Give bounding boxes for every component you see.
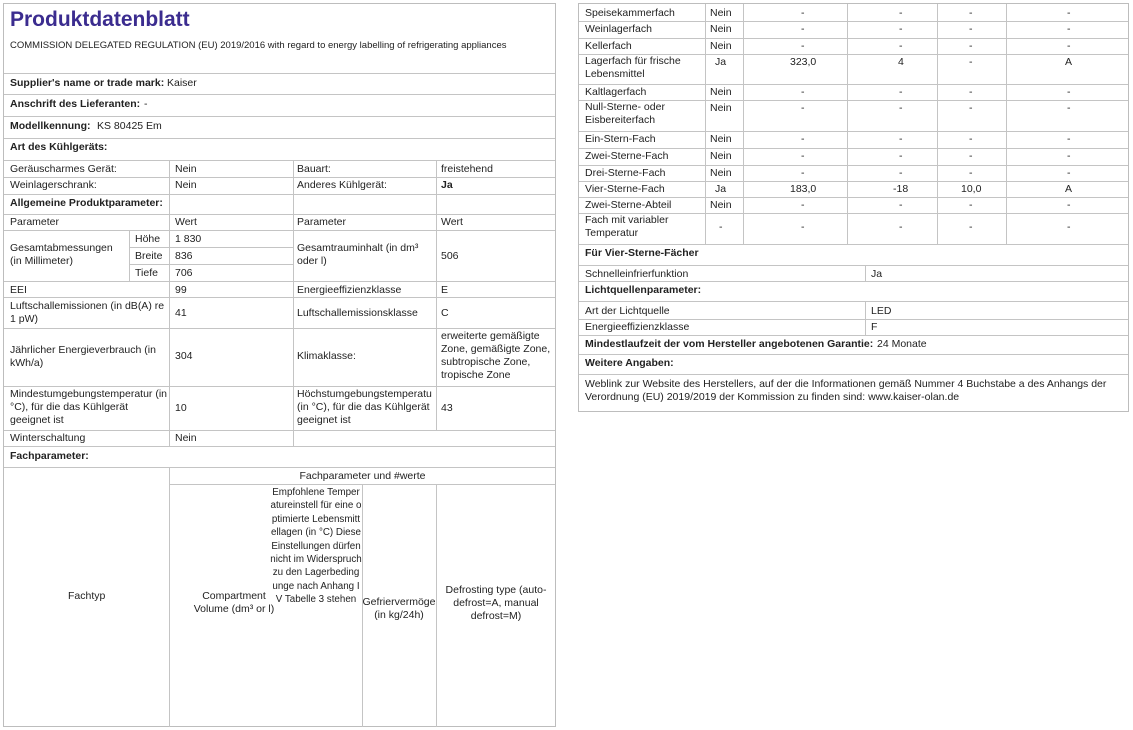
comp-row-5-present: Nein — [710, 86, 732, 98]
compartments-heading: Fachparameter: — [10, 450, 89, 462]
appliance-type-heading: Art des Kühlgeräts: — [10, 141, 108, 153]
regulation-text: COMMISSION DELEGATED REGULATION (EU) 2019/2016 with regard to energy labelling of refrigerating appliances — [10, 40, 507, 51]
light-type-value: LED — [871, 305, 892, 317]
comp-row-2-freeze: - — [969, 23, 973, 35]
comp-row-6-freeze: - — [969, 102, 973, 114]
comp-row-8-freeze: - — [969, 150, 973, 162]
min-temp-label: Mindestumgebungstemperatur (in °C), für die das Kühlgerät geeignet ist — [10, 388, 167, 426]
general-header-param-2: Parameter — [297, 216, 347, 228]
dim-width-label: Breite — [135, 250, 163, 262]
eei-value: 99 — [175, 284, 187, 296]
max-temp-label: Höchstumgebungstemperatu (in °C), für die das Kühlgerät geeignet ist — [297, 388, 432, 426]
dim-height-value: 1 830 — [175, 233, 202, 245]
comp-row-7-defrost: - — [1067, 133, 1071, 145]
address-value: - — [144, 98, 148, 110]
general-header-value: Wert — [175, 216, 197, 228]
comp-row-7-name: Ein-Stern-Fach — [585, 133, 656, 145]
climate-class-value: erweiterte gemäßigte Zone, gemäßigte Zone, subtropische Zone, tropische Zone — [441, 330, 551, 381]
noise-class-label: Luftschallemissionsklasse — [297, 307, 418, 319]
comp-row-9-temp: - — [899, 167, 903, 179]
further-heading: Weitere Angaben: — [585, 357, 674, 369]
warranty-label: Mindestlaufzeit der vom Hersteller angebotenen Garantie: — [585, 338, 874, 350]
col-header-defrost: Defrosting type (auto-defrost=A, manual defrost=M) — [445, 584, 547, 622]
comp-row-5-defrost: - — [1067, 86, 1071, 98]
type-row-2-value: Nein — [175, 179, 197, 191]
annual-energy-label: Jährlicher Energieverbrauch (in kWh/a) — [10, 344, 156, 369]
comp-row-11-defrost: - — [1067, 199, 1071, 211]
comp-row-1-volume: - — [801, 7, 805, 19]
light-type-label: Art der Lichtquelle — [585, 305, 670, 317]
comp-row-4-temp: 4 — [898, 56, 904, 68]
type-row-2-value-2: Ja — [441, 179, 453, 191]
comp-row-8-defrost: - — [1067, 150, 1071, 162]
type-row-1-label: Geräuscharmes Gerät: — [10, 163, 117, 175]
comp-row-5-name: Kaltlagerfach — [585, 86, 647, 98]
comp-row-4-name: Lagerfach für frische Lebensmittel — [585, 55, 681, 80]
noise-class-value: C — [441, 307, 449, 319]
winter-switch-value: Nein — [175, 432, 197, 444]
comp-row-1-freeze: - — [969, 7, 973, 19]
max-temp-value: 43 — [441, 402, 453, 414]
supplier-value: Kaiser — [167, 77, 197, 89]
comp-row-12-temp: - — [899, 221, 903, 233]
comp-row-11-present: Nein — [710, 199, 732, 211]
comp-row-3-present: Nein — [710, 40, 732, 52]
min-temp-value: 10 — [175, 402, 187, 414]
light-class-value: F — [871, 321, 878, 333]
comp-row-10-present: Ja — [715, 183, 727, 195]
comp-row-12-freeze: - — [969, 221, 973, 233]
comp-row-1-present: Nein — [710, 7, 732, 19]
general-heading: Allgemeine Produktparameter: — [10, 197, 163, 209]
comp-row-7-temp: - — [899, 133, 903, 145]
comp-row-9-volume: - — [801, 167, 805, 179]
total-volume-value: 506 — [441, 250, 459, 262]
comp-row-10-temp: -18 — [893, 183, 909, 195]
comp-row-1-name: Speisekammerfach — [585, 7, 675, 19]
comp-row-6-volume: - — [801, 102, 805, 114]
type-row-2-label-2: Anderes Kühlgerät: — [297, 179, 387, 191]
winter-switch-label: Winterschaltung — [10, 432, 86, 444]
comp-row-3-temp: - — [899, 40, 903, 52]
comp-row-11-name: Zwei-Sterne-Abteil — [585, 199, 672, 211]
comp-row-8-name: Zwei-Sterne-Fach — [585, 150, 669, 162]
type-row-1-value: Nein — [175, 163, 197, 175]
comp-row-8-present: Nein — [710, 150, 732, 162]
comp-row-1-temp: - — [899, 7, 903, 19]
type-row-1-label-2: Bauart: — [297, 163, 331, 175]
comp-row-9-freeze: - — [969, 167, 973, 179]
comp-row-2-defrost: - — [1067, 23, 1071, 35]
comp-row-3-freeze: - — [969, 40, 973, 52]
comp-row-5-temp: - — [899, 86, 903, 98]
dim-width-value: 836 — [175, 250, 193, 262]
comp-row-10-volume: 183,0 — [790, 183, 817, 195]
comp-row-10-freeze: 10,0 — [961, 183, 982, 195]
comp-row-5-volume: - — [801, 86, 805, 98]
comp-row-7-present: Nein — [710, 133, 732, 145]
comp-row-6-temp: - — [899, 102, 903, 114]
comp-row-10-defrost: A — [1065, 183, 1073, 195]
type-row-2-label: Weinlagerschrank: — [10, 179, 97, 191]
supplier-label: Supplier's name or trade mark: — [10, 77, 165, 89]
comp-row-4-volume: 323,0 — [790, 56, 817, 68]
general-header-value-2: Wert — [441, 216, 463, 228]
total-volume-label: Gesamtrauminhalt (in dm³ oder l) — [297, 242, 419, 267]
quick-freeze-value: Ja — [871, 268, 883, 280]
light-class-label: Energieeffizienzklasse — [585, 321, 690, 333]
comp-row-2-name: Weinlagerfach — [585, 23, 652, 35]
light-heading: Lichtquellenparameter: — [585, 284, 702, 296]
dimensions-label: Gesamtabmessungen (in Millimeter) — [10, 242, 113, 267]
quick-freeze-label: Schnelleinfrierfunktion — [585, 268, 689, 280]
energy-class-value: E — [441, 284, 449, 296]
dim-height-label: Höhe — [135, 233, 161, 245]
dim-depth-label: Tiefe — [135, 267, 158, 279]
compartments-group-header: Fachparameter und #werte — [299, 470, 426, 482]
col-header-freezing: Gefriervermöge (in kg/24h) — [362, 596, 436, 621]
comp-row-12-present: - — [719, 221, 723, 233]
comp-row-6-defrost: - — [1067, 102, 1071, 114]
comp-row-9-present: Nein — [710, 167, 732, 179]
comp-row-11-freeze: - — [969, 199, 973, 211]
four-star-heading: Für Vier-Sterne-Fächer — [585, 247, 699, 259]
address-label: Anschrift des Lieferanten: — [10, 98, 141, 110]
type-row-1-value-2: freistehend — [441, 163, 493, 175]
comp-row-12-name: Fach mit variabler Temperatur — [585, 214, 669, 239]
comp-row-3-name: Kellerfach — [585, 40, 632, 52]
comp-row-5-freeze: - — [969, 86, 973, 98]
datasheet-right-panel — [578, 3, 1129, 412]
datasheet-left-panel — [3, 3, 556, 727]
comp-row-3-volume: - — [801, 40, 805, 52]
eei-label: EEI — [10, 284, 27, 296]
comp-row-6-name: Null-Sterne- oder Eisbereiterfach — [585, 101, 665, 126]
noise-label: Luftschallemissionen (in dB(A) re 1 pW) — [10, 300, 165, 325]
comp-row-7-freeze: - — [969, 133, 973, 145]
col-header-volume: Compartment Volume (dm³ or l) — [193, 590, 275, 615]
energy-class-label: Energieeffizienzklasse — [297, 284, 402, 296]
comp-row-1-defrost: - — [1067, 7, 1071, 19]
model-value: KS 80425 Em — [97, 120, 162, 132]
col-header-temperature: Empfohlene Temperatureinstell für eine optimierte Lebensmittellagen (in °C) Diese Einstellungen dürfen nicht im Widerspruch zu den Lagerbedingunge nach Anhang IV Tabelle 3 stehen — [270, 487, 362, 606]
annual-energy-value: 304 — [175, 350, 193, 362]
comp-row-3-defrost: - — [1067, 40, 1071, 52]
comp-row-7-volume: - — [801, 133, 805, 145]
comp-row-9-name: Drei-Sterne-Fach — [585, 167, 666, 179]
dim-depth-value: 706 — [175, 267, 193, 279]
comp-row-8-volume: - — [801, 150, 805, 162]
comp-row-12-volume: - — [801, 221, 805, 233]
comp-row-11-temp: - — [899, 199, 903, 211]
noise-value: 41 — [175, 307, 187, 319]
climate-class-label: Klimaklasse: — [297, 350, 356, 362]
comp-row-6-present: Nein — [710, 102, 732, 114]
further-text: Weblink zur Website des Herstellers, auf der die Informationen gemäß Nummer 4 Buchstabe a des Anhangs der Verordnung (EU) 2019/2019 der Kommission zu finden sind: www.kaiser-olan.de — [585, 378, 1107, 403]
comp-row-2-temp: - — [899, 23, 903, 35]
general-header-param: Parameter — [10, 216, 60, 228]
comp-row-9-defrost: - — [1067, 167, 1071, 179]
model-label: Modellkennung: — [10, 120, 91, 132]
comp-row-4-present: Ja — [715, 56, 727, 68]
comp-row-2-volume: - — [801, 23, 805, 35]
comp-row-11-volume: - — [801, 199, 805, 211]
col-header-fachtyp: Fachtyp — [68, 590, 106, 602]
comp-row-10-name: Vier-Sterne-Fach — [585, 183, 665, 195]
page-title: Produktdatenblatt — [10, 8, 190, 31]
comp-row-12-defrost: - — [1067, 221, 1071, 233]
comp-row-2-present: Nein — [710, 23, 732, 35]
comp-row-4-defrost: A — [1065, 56, 1073, 68]
comp-row-4-freeze: - — [969, 56, 973, 68]
comp-row-8-temp: - — [899, 150, 903, 162]
warranty-value: 24 Monate — [877, 338, 927, 350]
